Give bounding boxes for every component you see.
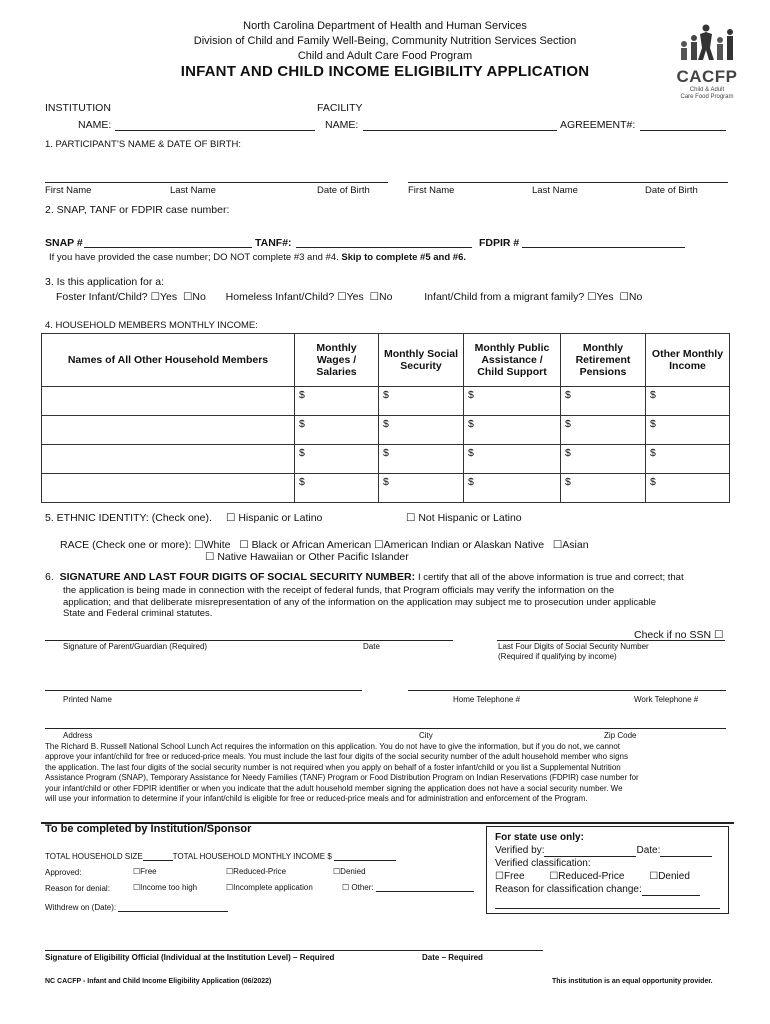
withdrew-row	[45, 903, 228, 912]
col-header-public-assistance: Monthly Public Assistance / Child Support	[464, 334, 561, 387]
cacfp-logo	[676, 20, 738, 100]
household-totals-row	[45, 852, 396, 861]
participant-section-label: 1. PARTICIPANT’S NAME & DATE OF BIRTH:	[45, 139, 242, 150]
notice-line: the application. The last four digits of the social security number is not required when you apply on behalf of a foster infant/child or you list a Supplemental Nutrition	[45, 762, 621, 772]
income-cell[interactable]: $	[464, 387, 561, 416]
state-reduced-label: Reduced-Price	[558, 871, 625, 882]
ssn-field[interactable]	[497, 640, 725, 641]
verified-date-field[interactable]	[660, 856, 712, 857]
household-size-field[interactable]	[143, 860, 173, 861]
address-field[interactable]	[45, 728, 726, 729]
verified-date-label: Date:	[636, 845, 661, 856]
agency-line: North Carolina Department of Health and Human Services	[243, 20, 527, 32]
facility-name-field[interactable]	[363, 130, 557, 131]
denied-label: Denied	[340, 867, 366, 876]
member-name-cell[interactable]	[42, 445, 295, 474]
certification-block	[45, 572, 730, 584]
division-line: Division of Child and Family Well-Being, Community Nutrition Services Section	[193, 35, 577, 47]
state-free-label: Free	[503, 871, 525, 882]
parent-signature-field[interactable]	[45, 640, 453, 641]
address-label: Address	[63, 731, 93, 740]
foster-no-label: No	[192, 291, 206, 303]
income-cell[interactable]: $	[646, 445, 730, 474]
white-checkbox[interactable]	[194, 539, 203, 551]
home-phone-label: Home Telephone #	[453, 695, 521, 704]
dob-label-2: Date of Birth	[645, 185, 698, 196]
verified-by-row	[495, 844, 720, 857]
printed-name-field[interactable]	[45, 690, 362, 691]
foster-yes-label: Yes	[159, 291, 178, 303]
black-label: Black or African American	[251, 539, 372, 551]
city-label: City	[419, 731, 433, 740]
income-cell[interactable]: $	[379, 445, 464, 474]
income-too-high-label: Income too high	[140, 883, 198, 892]
signature-date-label: Date	[363, 642, 380, 651]
withdrew-date-field[interactable]	[118, 911, 228, 912]
race-label: RACE (Check one or more):	[60, 539, 192, 551]
migrant-yes-checkbox[interactable]	[587, 291, 596, 303]
income-cell[interactable]: $	[295, 474, 379, 503]
foster-no-checkbox[interactable]	[183, 291, 192, 303]
state-denied-checkbox[interactable]	[649, 871, 658, 882]
not-hispanic-checkbox[interactable]	[406, 512, 415, 524]
signature-label: Signature of Parent/Guardian (Required)	[63, 642, 208, 651]
notice-line: approve your infant/child for free or reduced-price meals. You must include the last four digits of the social security number of the adult household member who signs	[45, 752, 628, 762]
zip-label: Zip Code	[604, 731, 637, 740]
foster-question: Foster Infant/Child?	[56, 291, 148, 303]
income-cell[interactable]: $	[646, 387, 730, 416]
official-signature-label: Signature of Eligibility Official (Individual at the Institution Level) – Required	[45, 953, 335, 962]
migrant-no-checkbox[interactable]	[620, 291, 629, 303]
incomplete-option	[226, 883, 313, 892]
income-cell[interactable]: $	[561, 474, 646, 503]
member-name-cell[interactable]	[42, 387, 295, 416]
table-row	[42, 445, 730, 474]
homeless-question: Homeless Infant/Child?	[225, 291, 335, 303]
table-row	[42, 416, 730, 445]
income-cell[interactable]: $	[646, 416, 730, 445]
institution-name-field[interactable]	[115, 130, 315, 131]
state-denied-label: Denied	[658, 871, 690, 882]
household-income-label: TOTAL HOUSEHOLD MONTHLY INCOME $	[172, 852, 332, 861]
form-header	[0, 19, 770, 79]
income-cell[interactable]: $	[379, 387, 464, 416]
case-note-text: If you have provided the case number; DO NOT complete #3 and #4.	[49, 252, 339, 263]
facility-name-label: NAME:	[325, 119, 359, 131]
certification-text	[63, 585, 656, 620]
homeless-no-label: No	[378, 291, 393, 303]
application-type-label: 3. Is this application for a:	[45, 276, 165, 288]
income-cell[interactable]: $	[379, 474, 464, 503]
other-reason-field[interactable]	[376, 891, 474, 892]
approved-label: Approved:	[45, 868, 82, 877]
black-checkbox[interactable]	[239, 539, 248, 551]
work-phone-label: Work Telephone #	[634, 695, 699, 704]
table-row	[42, 387, 730, 416]
snap-field[interactable]	[84, 247, 252, 248]
col-header-other: Other Monthly Income	[646, 334, 730, 387]
verified-classification-label: Verified classification:	[495, 858, 591, 869]
classification-change-row	[495, 883, 720, 896]
participant-1-field[interactable]	[45, 182, 388, 183]
facility-label: FACILITY	[317, 102, 363, 114]
income-cell[interactable]: $	[561, 416, 646, 445]
reduced-label: Reduced-Price	[233, 867, 287, 876]
income-cell[interactable]: $	[295, 387, 379, 416]
income-cell[interactable]: $	[561, 387, 646, 416]
section-6-number: 6.	[45, 571, 54, 583]
agreement-number-field[interactable]	[640, 130, 726, 131]
snap-label: SNAP #	[45, 237, 83, 249]
ssn-label-2: (Required if qualifying by income)	[498, 652, 617, 661]
migrant-question: Infant/Child from a migrant family?	[424, 291, 585, 303]
nhpi-checkbox[interactable]	[205, 551, 214, 563]
state-free-checkbox[interactable]	[495, 871, 504, 882]
income-cell[interactable]: $	[464, 474, 561, 503]
income-cell[interactable]: $	[464, 445, 561, 474]
institution-label: INSTITUTION	[45, 102, 111, 114]
state-classification-row	[495, 870, 720, 883]
homeless-yes-checkbox[interactable]	[337, 291, 346, 303]
first-name-label-1: First Name	[45, 185, 92, 196]
notice-line: will use your information to determine if your infant/child is eligible for free or reduced-price meals and for administration and enforcement of the Program.	[45, 794, 588, 804]
income-section-label: 4. HOUSEHOLD MEMBERS MONTHLY INCOME:	[45, 320, 258, 331]
official-date-label: Date – Required	[422, 953, 483, 962]
state-use-heading: For state use only:	[495, 832, 584, 843]
incomplete-label: Incomplete application	[233, 883, 313, 892]
case-number-note	[49, 252, 466, 263]
state-reduced-checkbox[interactable]	[549, 871, 558, 882]
other-label: Other:	[351, 883, 374, 892]
institution-name-label: NAME:	[78, 119, 112, 131]
program-line: Child and Adult Care Food Program	[297, 50, 473, 62]
case-note-bold: Skip to complete #5 and #6.	[341, 252, 466, 263]
reduced-option	[226, 867, 286, 876]
col-header-social-security: Monthly Social Security	[379, 334, 464, 387]
official-signature-field[interactable]	[45, 950, 543, 951]
certification-text-3: application; and that deliberate misrepresentation of any of the information on the application may subject me to prosecution under applicable	[63, 596, 657, 608]
first-name-label-2: First Name	[408, 185, 455, 196]
homeless-yes-label: Yes	[346, 291, 364, 303]
notice-line: The Richard B. Russell National School Lunch Act requires the information on this application. You do not have to give the information, but if you do not, we cannot	[45, 742, 621, 751]
asian-checkbox[interactable]	[553, 539, 562, 551]
col-header-wages: Monthly Wages / Salaries	[295, 334, 379, 387]
other-option	[342, 883, 474, 892]
not-hispanic-option	[406, 512, 522, 524]
foster-yes-checkbox[interactable]	[151, 291, 160, 303]
tanf-label: TANF#:	[255, 237, 292, 249]
hispanic-label: Hispanic or Latino	[238, 512, 323, 524]
migrant-yes-label: Yes	[596, 291, 614, 303]
certification-text-4: State and Federal criminal statutes.	[63, 608, 213, 619]
classification-change-label: Reason for classification change:	[495, 884, 642, 895]
notice-line: your infant/child or other FDPIR identifier or when you indicate that the adult household member signing the application does not have a social security number. We	[45, 783, 623, 793]
agreement-label: AGREEMENT#:	[560, 119, 636, 131]
denial-reason-label: Reason for denial:	[45, 884, 110, 893]
nhpi-label: Native Hawaiian or Other Pacific Islander	[217, 551, 409, 563]
american-indian-label: American Indian or Alaskan Native	[383, 539, 545, 551]
hispanic-option	[226, 512, 322, 524]
case-number-section-label: 2. SNAP, TANF or FDPIR case number:	[45, 204, 230, 216]
footer-equal-opportunity: This institution is an equal opportunity provider.	[552, 978, 713, 985]
free-option	[133, 867, 157, 876]
member-name-cell[interactable]	[42, 474, 295, 503]
withdrew-label: Withdrew on (Date):	[45, 903, 117, 912]
footer-form-id: NC CACFP - Infant and Child Income Eligibility Application (06/2022)	[45, 978, 272, 985]
income-cell[interactable]: $	[464, 416, 561, 445]
ethnic-identity-label: 5. ETHNIC IDENTITY: (Check one).	[45, 512, 212, 524]
application-type-row	[56, 291, 736, 303]
last-name-label-2: Last Name	[532, 185, 578, 196]
table-row	[42, 474, 730, 503]
no-ssn-label: Check if no SSN	[634, 629, 712, 641]
asian-label: Asian	[562, 539, 589, 551]
certification-text-2: the application is being made in connection with the receipt of federal funds, that Program officials may verify the information on the	[63, 585, 615, 596]
nhpi-option	[205, 551, 409, 563]
printed-name-label: Printed Name	[63, 695, 112, 704]
income-table	[41, 333, 730, 503]
income-cell[interactable]: $	[379, 416, 464, 445]
certification-text-1: I certify that all of the above information is true and correct; that	[417, 572, 684, 583]
hispanic-checkbox[interactable]	[226, 512, 235, 524]
member-name-cell[interactable]	[42, 416, 295, 445]
col-header-pensions: Monthly Retirement Pensions	[561, 334, 646, 387]
classification-change-field[interactable]	[642, 895, 700, 896]
form-title: INFANT AND CHILD INCOME ELIGIBILITY APPLICATION	[180, 63, 590, 80]
ssn-label-1: Last Four Digits of Social Security Number	[498, 642, 649, 651]
free-label: Free	[140, 867, 157, 876]
migrant-no-label: No	[628, 291, 643, 303]
income-cell[interactable]: $	[295, 445, 379, 474]
logo-subtitle-2: Care Food Program	[680, 94, 734, 100]
income-cell[interactable]: $	[646, 474, 730, 503]
privacy-notice	[45, 742, 735, 804]
telephone-field[interactable]	[408, 690, 726, 691]
household-size-label: TOTAL HOUSEHOLD SIZE	[45, 852, 143, 861]
income-table-header	[42, 334, 730, 387]
not-hispanic-label: Not Hispanic or Latino	[418, 512, 522, 524]
last-name-label-1: Last Name	[170, 185, 216, 196]
participant-2-field[interactable]	[408, 182, 728, 183]
classification-change-field-2[interactable]	[495, 900, 720, 909]
dob-label-1: Date of Birth	[317, 185, 370, 196]
white-label: White	[203, 539, 231, 551]
homeless-no-checkbox[interactable]	[370, 291, 379, 303]
certification-heading: SIGNATURE AND LAST FOUR DIGITS OF SOCIAL SECURITY NUMBER:	[59, 571, 416, 583]
verified-by-label: Verified by:	[495, 845, 545, 856]
denied-option	[333, 867, 366, 876]
race-row	[60, 539, 589, 551]
income-cell[interactable]: $	[561, 445, 646, 474]
ssn-label	[498, 642, 649, 662]
income-cell[interactable]: $	[295, 416, 379, 445]
state-use-box	[486, 826, 729, 914]
col-header-names: Names of All Other Household Members	[42, 334, 295, 387]
household-income-field[interactable]	[334, 860, 396, 861]
notice-line: Assistance Program (SNAP), Temporary Assistance for Needy Families (TANF) Program or Food Distribution Program on Indian Reservations (FDPIR) case number for	[45, 773, 639, 783]
logo-subtitle-1: Child & Adult	[689, 87, 725, 93]
logo-text: CACFP	[676, 67, 738, 86]
fdpir-field[interactable]	[522, 247, 685, 248]
family-figures-icon	[676, 20, 738, 70]
fdpir-label: FDPIR #	[479, 237, 520, 249]
income-too-high-option	[133, 883, 197, 892]
tanf-field[interactable]	[296, 247, 472, 248]
american-indian-checkbox[interactable]	[374, 539, 383, 551]
other-checkbox[interactable]	[342, 883, 349, 892]
institution-section-heading: To be completed by Institution/Sponsor	[45, 823, 252, 835]
